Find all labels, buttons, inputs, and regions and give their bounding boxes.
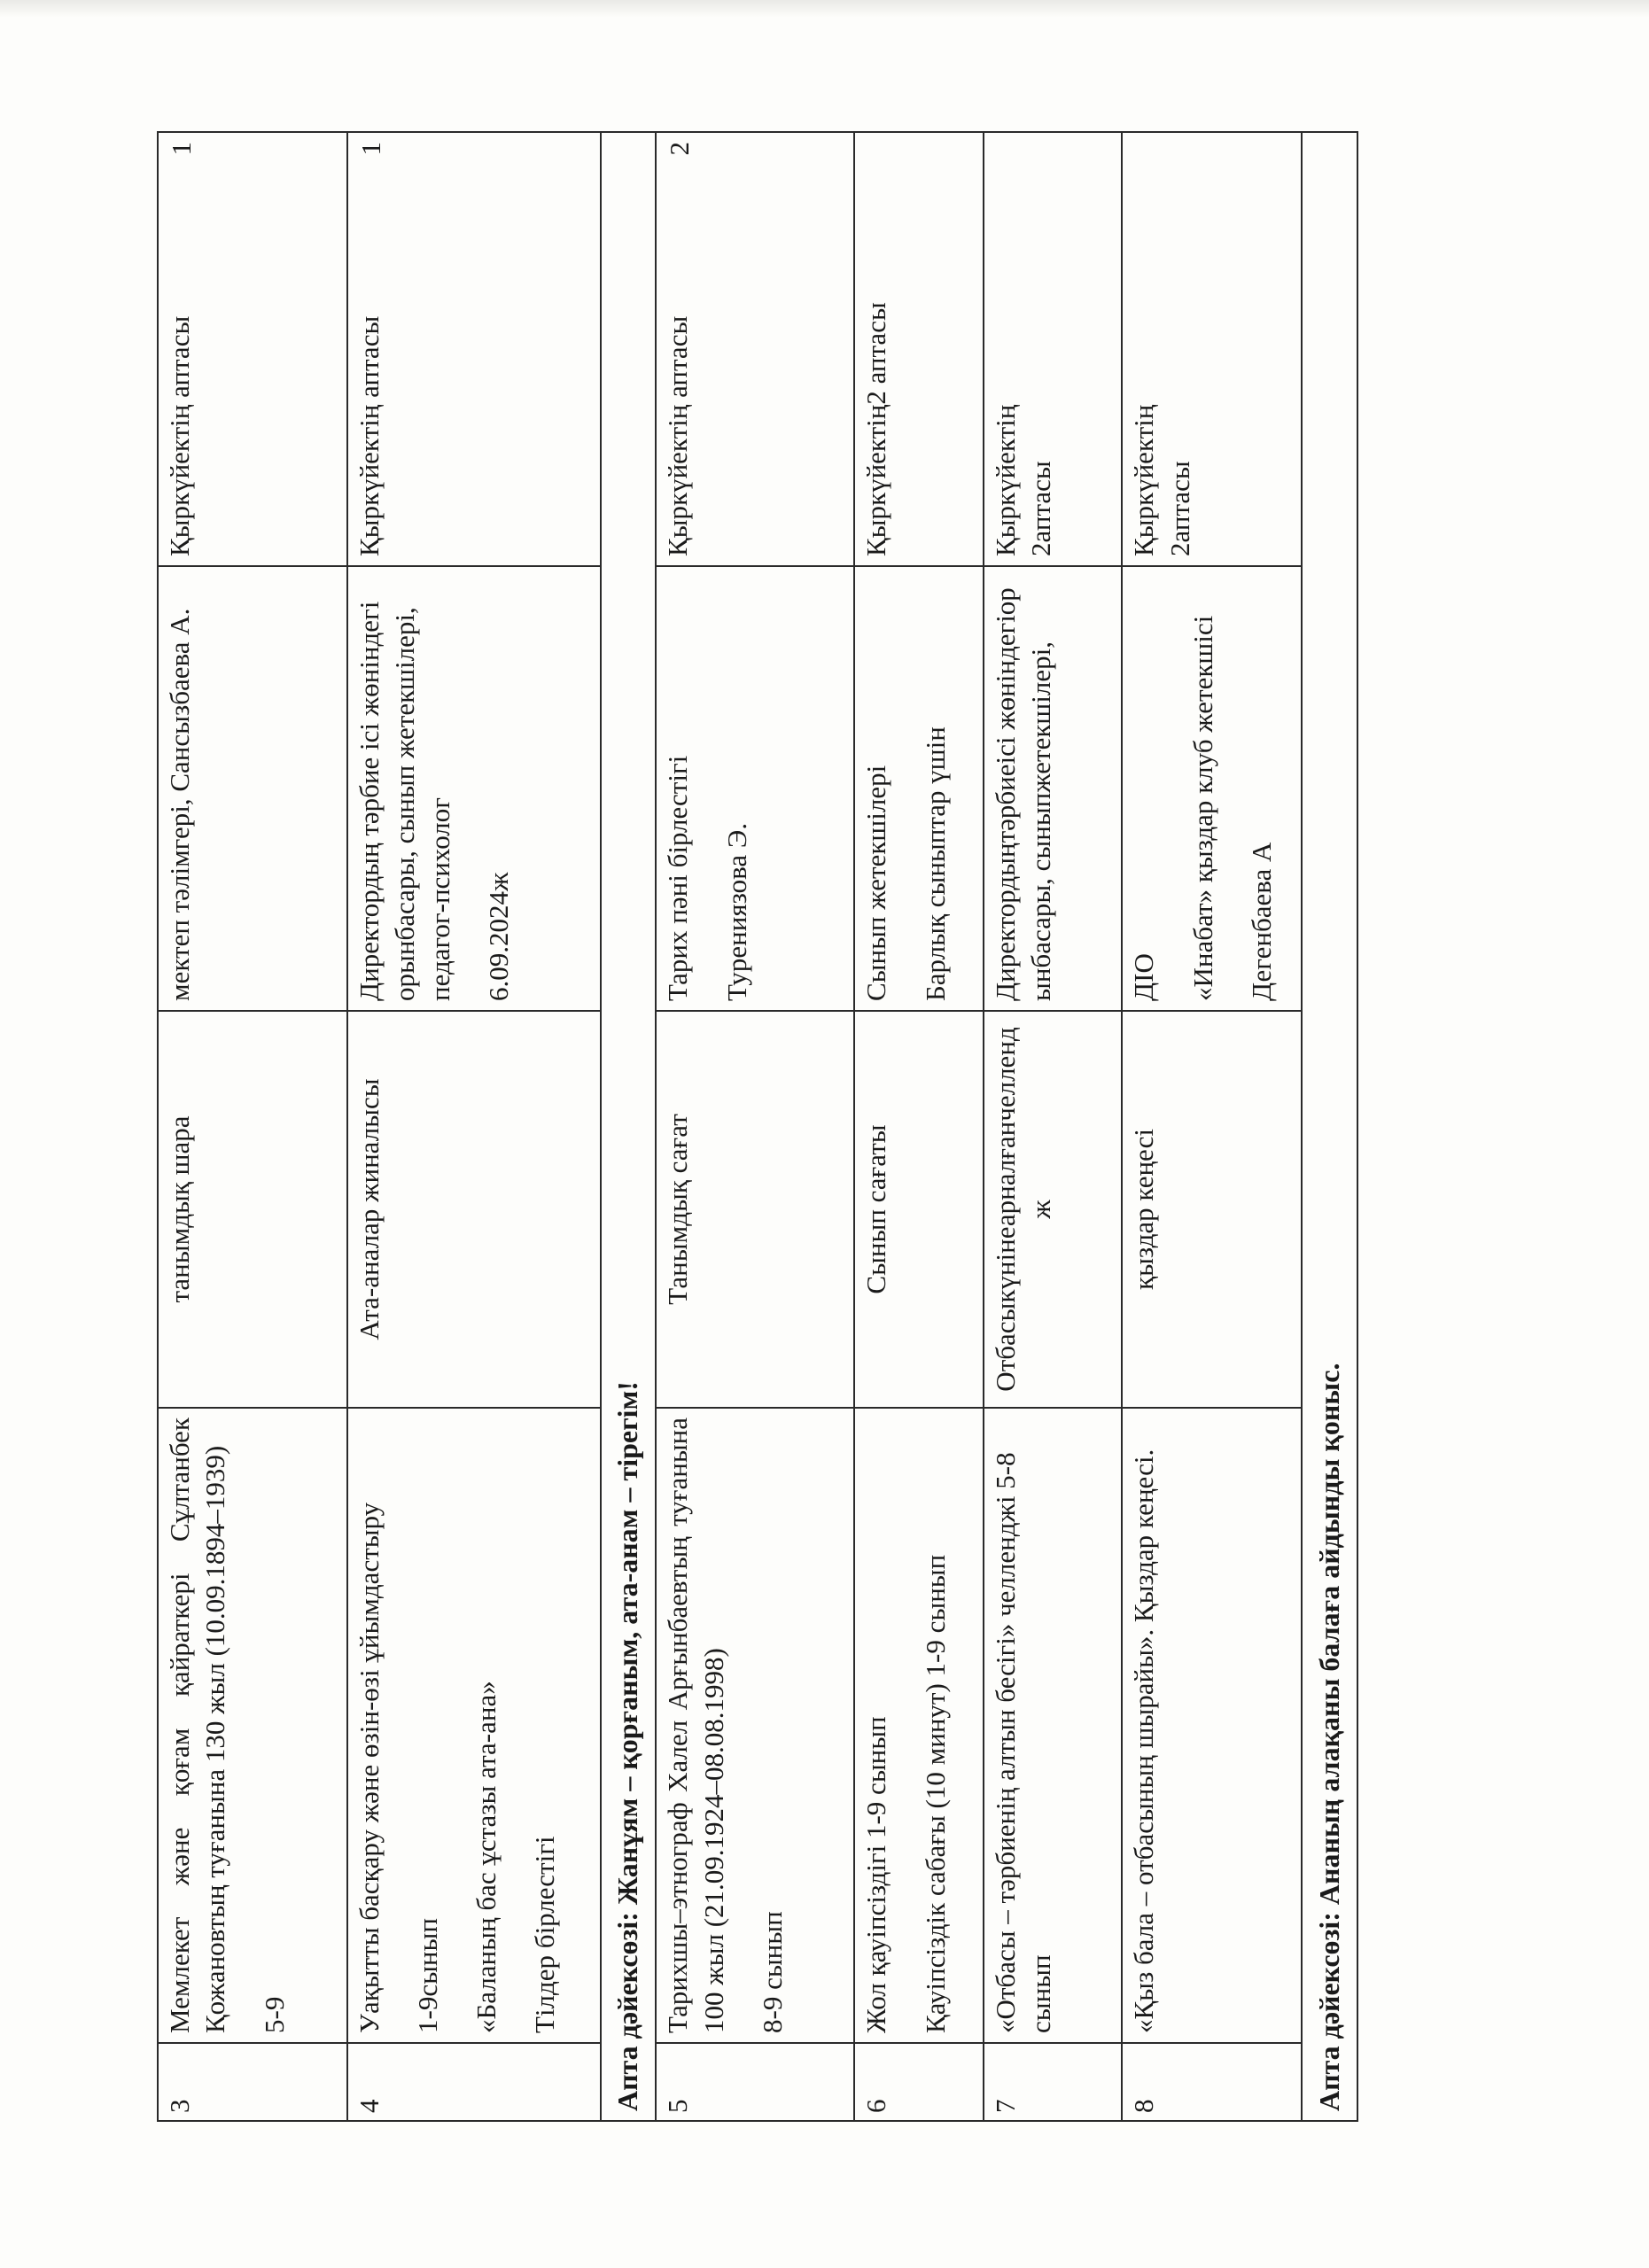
time-text: Қыркүйектің 2аптасы: [990, 404, 1057, 556]
event-department: Тілдер бірлестігі: [529, 1836, 561, 2033]
responsible-name: Дегенбаева А: [1245, 842, 1277, 1001]
count-text: 2: [664, 142, 696, 156]
time-cell: Қыркүйектің2 аптасы: [854, 132, 984, 566]
scan-edge: [0, 0, 1649, 18]
rotated-document: [157, 133, 1358, 2122]
responsible-text: Директордың тәрбие ісі жөніндегі орынбасары, сынып жетекшілері, педагог-психолог: [353, 601, 456, 1001]
time-text: Қыркүйектің аптасы: [164, 315, 195, 556]
event-text: «Қыз бала – отбасының шырайы». Қыздар кеңесі.: [1128, 1449, 1160, 2033]
event-cell: [984, 1408, 1122, 2043]
event-text: Тарихшы–этнограф Халел Арғынбаевтың туғанына 100 жыл (21.09.1924–08.08.1998): [662, 1418, 729, 2033]
count-text: 1: [166, 142, 197, 156]
table-row: [984, 132, 1122, 2121]
table-row: [1122, 132, 1302, 2121]
event-text: Уақытты басқару және өзін-өзі ұйымдастыру: [353, 1502, 385, 2033]
time-cell: [1122, 132, 1302, 566]
responsible-cell: [854, 566, 984, 1011]
form-cell: танымдық шара: [158, 1011, 347, 1408]
form-cell: Сынып сағаты: [854, 1011, 984, 1408]
time-text: Қыркүйектің аптасы: [353, 315, 385, 556]
row-number: 7: [984, 2043, 1122, 2121]
event-grades: 1-9сынып: [411, 1918, 443, 2033]
form-cell: Отбасыкүнінеарналғанчеллендж: [984, 1011, 1122, 1408]
event-cell: [347, 1408, 601, 2043]
week-motto: Апта дәйексөзі: Ананың алақаны балаға айдынды қоныс.: [1302, 132, 1357, 2121]
time-cell: [158, 132, 347, 566]
responsible-date: 6.09.2024ж: [483, 872, 515, 1001]
events-plan-table: [157, 131, 1358, 2122]
table-row: [347, 132, 601, 2121]
responsible-cell: [347, 566, 601, 1011]
row-number: 6: [854, 2043, 984, 2121]
form-cell: Ата-аналар жиналысы: [347, 1011, 601, 1408]
row-number: 8: [1122, 2043, 1302, 2121]
event-text-2: Қауіпсіздік сабағы (10 минут) 1-9 сынып: [919, 1554, 951, 2033]
responsible-cell: [1122, 566, 1302, 1011]
event-cell: [1122, 1408, 1302, 2043]
responsible-club: «Инабат» қыздар клуб жетекшісі: [1186, 615, 1218, 1001]
row-number: 3: [158, 2043, 347, 2121]
time-cell: [347, 132, 601, 566]
table-row: [158, 132, 347, 2121]
event-cell: [854, 1408, 984, 2043]
responsible-cell: Директордыңтәрбиеісі жөніндегіорынбасары, сыныпжетекшілері,: [984, 566, 1122, 1011]
row-number: 4: [347, 2043, 601, 2121]
week-motto-row: [1302, 132, 1357, 2121]
responsible-text: Тарих пәні бірлестігі: [662, 755, 694, 1001]
event-cell: [158, 1408, 347, 2043]
form-cell: қыздар кеңесі: [1122, 1011, 1302, 1408]
event-text: Жол қауіпсіздігі 1-9 сынып: [860, 1716, 892, 2033]
week-motto-row: [601, 132, 656, 2121]
table-row: [854, 132, 984, 2121]
time-cell: [984, 132, 1122, 566]
responsible-cell: [656, 566, 854, 1011]
responsible-name: Турениязова Э.: [720, 822, 752, 1001]
responsible-text: Сынып жетекшілері: [860, 765, 892, 1001]
table-row: [656, 132, 854, 2121]
event-grades: 8-9 сынып: [757, 1911, 788, 2033]
responsible-cell: [158, 566, 347, 1011]
responsible-text: мектеп тәлімгері, Сансызбаева А.: [164, 608, 195, 1001]
event-grades: 5-9: [258, 1996, 290, 2033]
responsible-text: ДІО: [1128, 953, 1160, 1001]
event-text: «Отбасы – тәрбиенің алтын бесігі» челленджі 5-8 сынып: [990, 1452, 1057, 2033]
time-text: Қыркүйектің аптасы: [662, 315, 694, 556]
event-subtitle: «Баланың бас ұстазы ата-ана»: [471, 1681, 502, 2033]
row-number: 5: [656, 2043, 854, 2121]
count-text: 1: [354, 142, 386, 156]
week-motto: Апта дәйексөзі: Жанұям – қорғаным, ата-анам – тірегім!: [601, 132, 656, 2121]
event-text: Мемлекет және қоғам қайраткері Сұлтанбек Қожановтың туғанына 130 жыл (10.09.1894–1939): [164, 1418, 231, 2033]
responsible-note: Барлық сыныптар үшін: [919, 726, 951, 1001]
time-text: Қыркүйектің 2аптасы: [1128, 404, 1195, 556]
form-cell: Танымдық сағат: [656, 1011, 854, 1408]
time-cell: [656, 132, 854, 566]
event-cell: [656, 1408, 854, 2043]
